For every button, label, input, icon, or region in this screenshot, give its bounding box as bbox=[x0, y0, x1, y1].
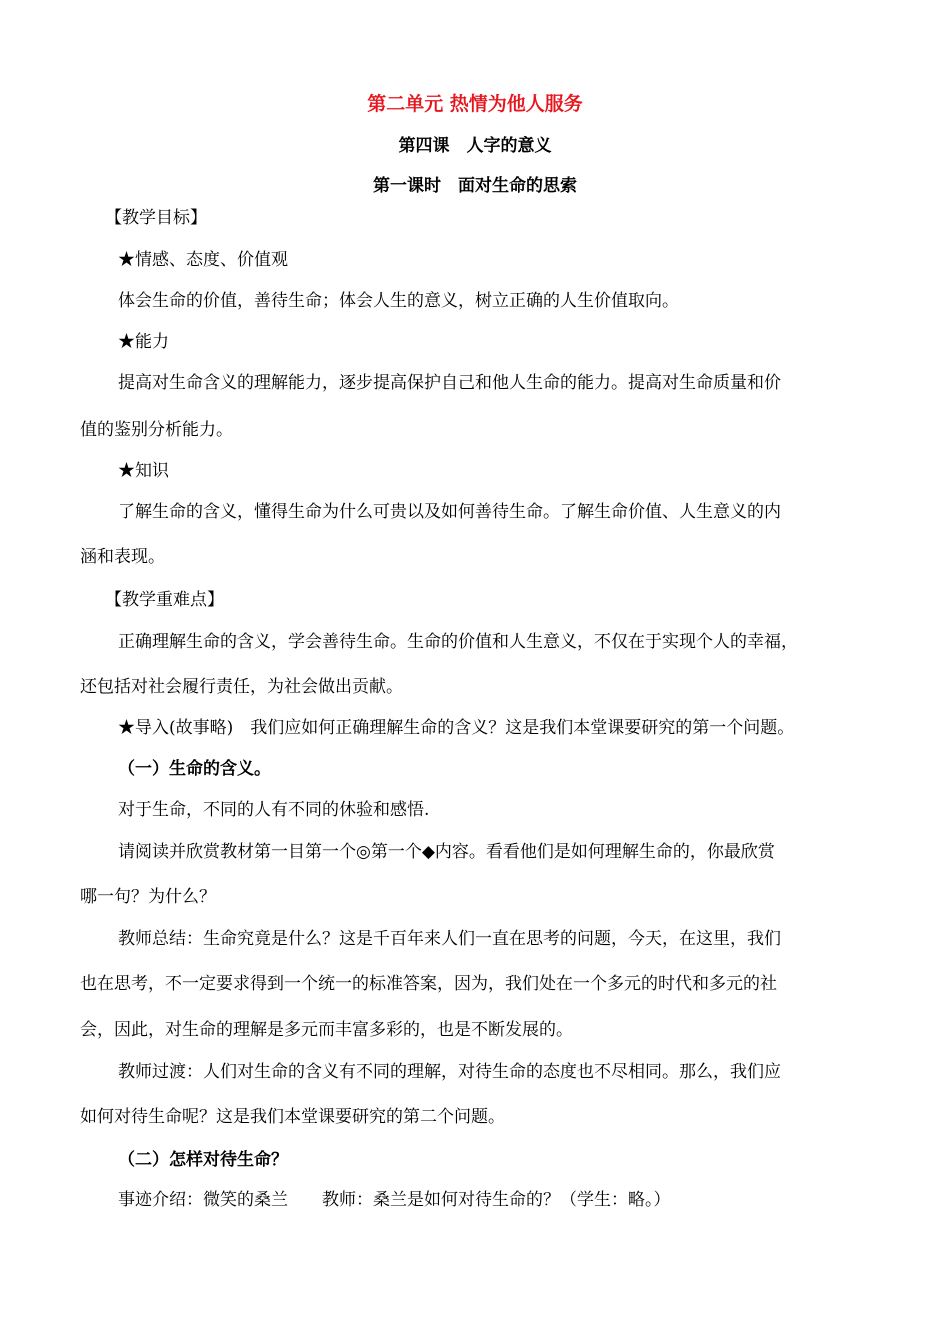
section1-para2-line2: 哪一句？为什么？ bbox=[80, 887, 216, 907]
section1-para3-line2: 也在思考，不一定要求得到一个统一的标准答案，因为，我们处在一个多元的时代和多元的社 bbox=[80, 974, 777, 994]
section2-para1: 事迹介绍：微笑的桑兰 教师：桑兰是如何对待生命的？（学生：略。） bbox=[118, 1190, 671, 1210]
knowledge-text-line2: 涵和表现。 bbox=[80, 547, 165, 567]
keypoints-text-line1: 正确理解生命的含义，学会善待生命。生命的价值和人生意义，不仅在于实现个人的幸福， bbox=[118, 632, 798, 652]
unit-title: 第二单元 热情为他人服务 bbox=[367, 93, 583, 115]
ability-label: ★能力 bbox=[118, 332, 169, 352]
knowledge-label: ★知识 bbox=[118, 461, 169, 481]
ability-text-line1: 提高对生命含义的理解能力，逐步提高保护自己和他人生命的能力。提高对生命质量和价 bbox=[118, 373, 781, 393]
period-title: 第一课时 面对生命的思索 bbox=[373, 176, 577, 196]
intro-text: ★导入(故事略) 我们应如何正确理解生命的含义？这是我们本堂课要研究的第一个问题。 bbox=[118, 718, 795, 738]
ability-text-line2: 值的鉴别分析能力。 bbox=[80, 420, 233, 440]
keypoints-text-line2: 还包括对社会履行责任，为社会做出贡献。 bbox=[80, 677, 403, 697]
objectives-header: 【教学目标】 bbox=[105, 208, 207, 228]
section1-para1: 对于生命，不同的人有不同的休验和感悟. bbox=[118, 800, 430, 820]
section1-para2-line1: 请阅读并欣赏教材第一目第一个◎第一个◆内容。看看他们是如何理解生命的，你最欣赏 bbox=[118, 842, 775, 862]
section1-header: （一）生命的含义。 bbox=[118, 759, 271, 779]
section1-para4-line1: 教师过渡：人们对生命的含义有不同的理解，对待生命的态度也不尽相同。那么，我们应 bbox=[118, 1062, 781, 1082]
lesson-title: 第四课 人字的意义 bbox=[398, 136, 552, 156]
section1-para3-line3: 会，因此，对生命的理解是多元而丰富多彩的，也是不断发展的。 bbox=[80, 1020, 573, 1040]
section1-para3-line1: 教师总结：生命究竟是什么？这是千百年来人们一直在思考的问题，今天，在这里，我们 bbox=[118, 929, 781, 949]
knowledge-text-line1: 了解生命的含义，懂得生命为什么可贵以及如何善待生命。了解生命价值、人生意义的内 bbox=[118, 502, 781, 522]
emotion-text: 体会生命的价值，善待生命；体会人生的意义，树立正确的人生价值取向。 bbox=[118, 291, 679, 311]
section2-header: （二）怎样对待生命？ bbox=[118, 1150, 288, 1170]
keypoints-header: 【教学重难点】 bbox=[105, 590, 224, 610]
emotion-label: ★情感、态度、价值观 bbox=[118, 250, 288, 270]
section1-para4-line2: 如何对待生命呢？这是我们本堂课要研究的第二个问题。 bbox=[80, 1107, 505, 1127]
